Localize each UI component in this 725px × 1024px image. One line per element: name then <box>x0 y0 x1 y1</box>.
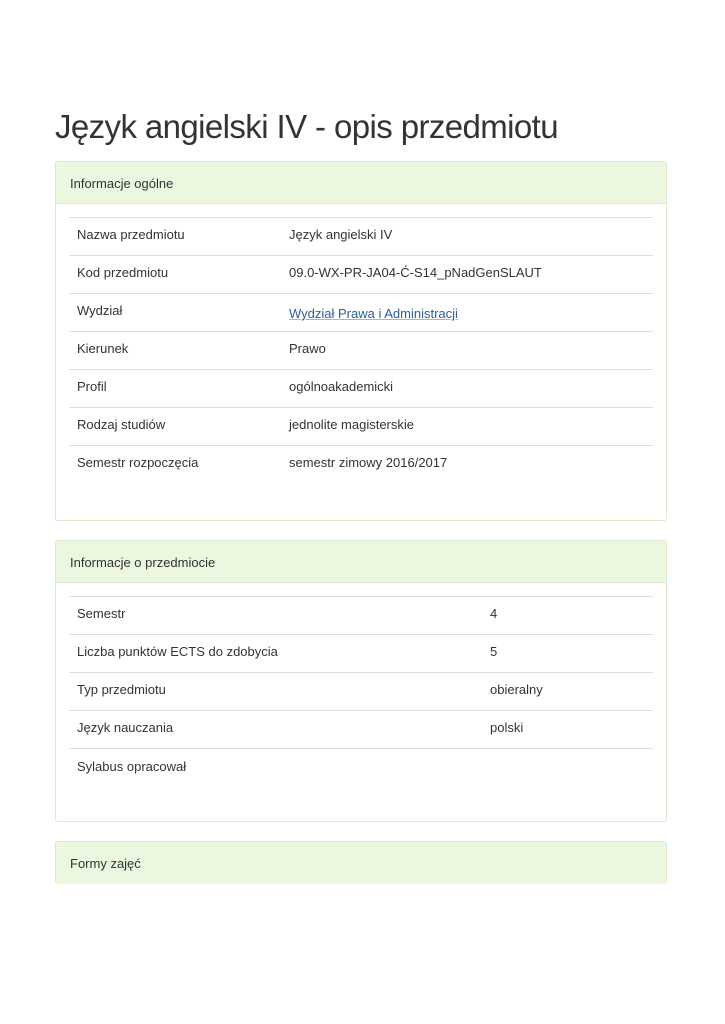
row-value: jednolite magisterskie <box>281 408 653 446</box>
row-label: Kod przedmiotu <box>69 256 281 294</box>
row-label: Semestr <box>69 597 482 635</box>
row-label: Typ przedmiotu <box>69 673 482 711</box>
row-label: Profil <box>69 370 281 408</box>
table-row <box>69 332 653 370</box>
row-value: semestr zimowy 2016/2017 <box>281 446 653 484</box>
row-value: 5 <box>482 635 653 673</box>
table-row <box>69 673 653 711</box>
class-forms-panel <box>55 841 667 884</box>
row-label: Rodzaj studiów <box>69 408 281 446</box>
table-row <box>69 256 653 294</box>
row-value: obieralny <box>482 673 653 711</box>
row-value: Język angielski IV <box>281 218 653 256</box>
table-row <box>69 408 653 446</box>
row-value: 09.0-WX-PR-JA04-Ć-S14_pNadGenSLAUT <box>281 256 653 294</box>
row-label: Sylabus opracował <box>69 749 482 789</box>
row-label: Język nauczania <box>69 711 482 749</box>
row-value: ogólnoakademicki <box>281 370 653 408</box>
table-row <box>69 370 653 408</box>
table-row <box>69 711 653 749</box>
page-title: Język angielski IV - opis przedmiotu <box>55 108 558 145</box>
table-row <box>69 597 653 635</box>
class-forms-heading: Formy zajęć <box>56 842 666 884</box>
row-label: Nazwa przedmiotu <box>69 218 281 256</box>
row-value: polski <box>482 711 653 749</box>
row-value: 4 <box>482 597 653 635</box>
course-info-panel <box>55 540 667 822</box>
row-label: Semestr rozpoczęcia <box>69 446 281 484</box>
row-label: Wydział <box>69 294 281 332</box>
row-value <box>281 294 653 332</box>
row-label: Liczba punktów ECTS do zdobycia <box>69 635 482 673</box>
general-info-table <box>69 217 653 484</box>
row-value <box>482 749 653 789</box>
table-row <box>69 635 653 673</box>
table-row <box>69 294 653 332</box>
course-info-table <box>69 596 653 789</box>
course-info-heading: Informacje o przedmiocie <box>56 541 666 583</box>
table-row <box>69 749 653 789</box>
table-row <box>69 218 653 256</box>
table-row <box>69 446 653 484</box>
general-info-panel <box>55 161 667 521</box>
faculty-link[interactable]: Wydział Prawa i Administracji <box>289 306 458 321</box>
row-label: Kierunek <box>69 332 281 370</box>
general-info-heading: Informacje ogólne <box>56 162 666 204</box>
row-value: Prawo <box>281 332 653 370</box>
